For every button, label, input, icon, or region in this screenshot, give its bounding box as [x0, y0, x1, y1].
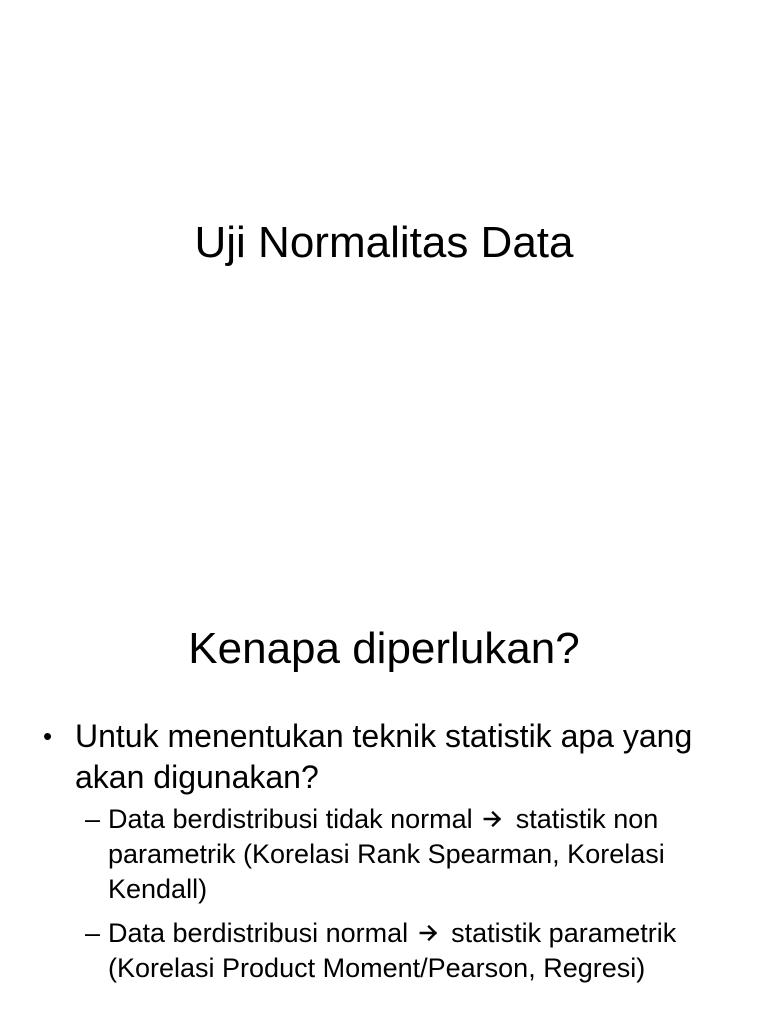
sub-bullet-item [85, 802, 733, 907]
sub-bullet-condition: Data berdistribusi tidak normal [108, 804, 473, 834]
sub-bullet-result: statistik parametrik (Korelasi Product Moment/Pearson, Regresi) [108, 918, 677, 983]
bullet-item [43, 716, 695, 986]
sub-bullet-condition: Data berdistribusi normal [108, 918, 409, 948]
sub-bullet-result: statistik non parametrik (Korelasi Rank Spearman, Korelasi Kendall) [108, 804, 665, 904]
slide-title: Uji Normalitas Data [194, 218, 574, 267]
sub-bullet-list [75, 802, 695, 986]
arrow-right-icon [482, 808, 504, 830]
slide-title: Kenapa diperlukan? [188, 624, 580, 673]
bullet-text: Untuk menentukan teknik statistik apa yang akan digunakan? [75, 718, 693, 795]
dash-marker: – [85, 804, 101, 834]
arrow-right-icon [418, 922, 440, 944]
sub-bullet-item [85, 916, 733, 986]
bullet-marker: • [43, 721, 53, 751]
bullet-list [0, 716, 768, 995]
dash-marker: – [85, 918, 101, 948]
